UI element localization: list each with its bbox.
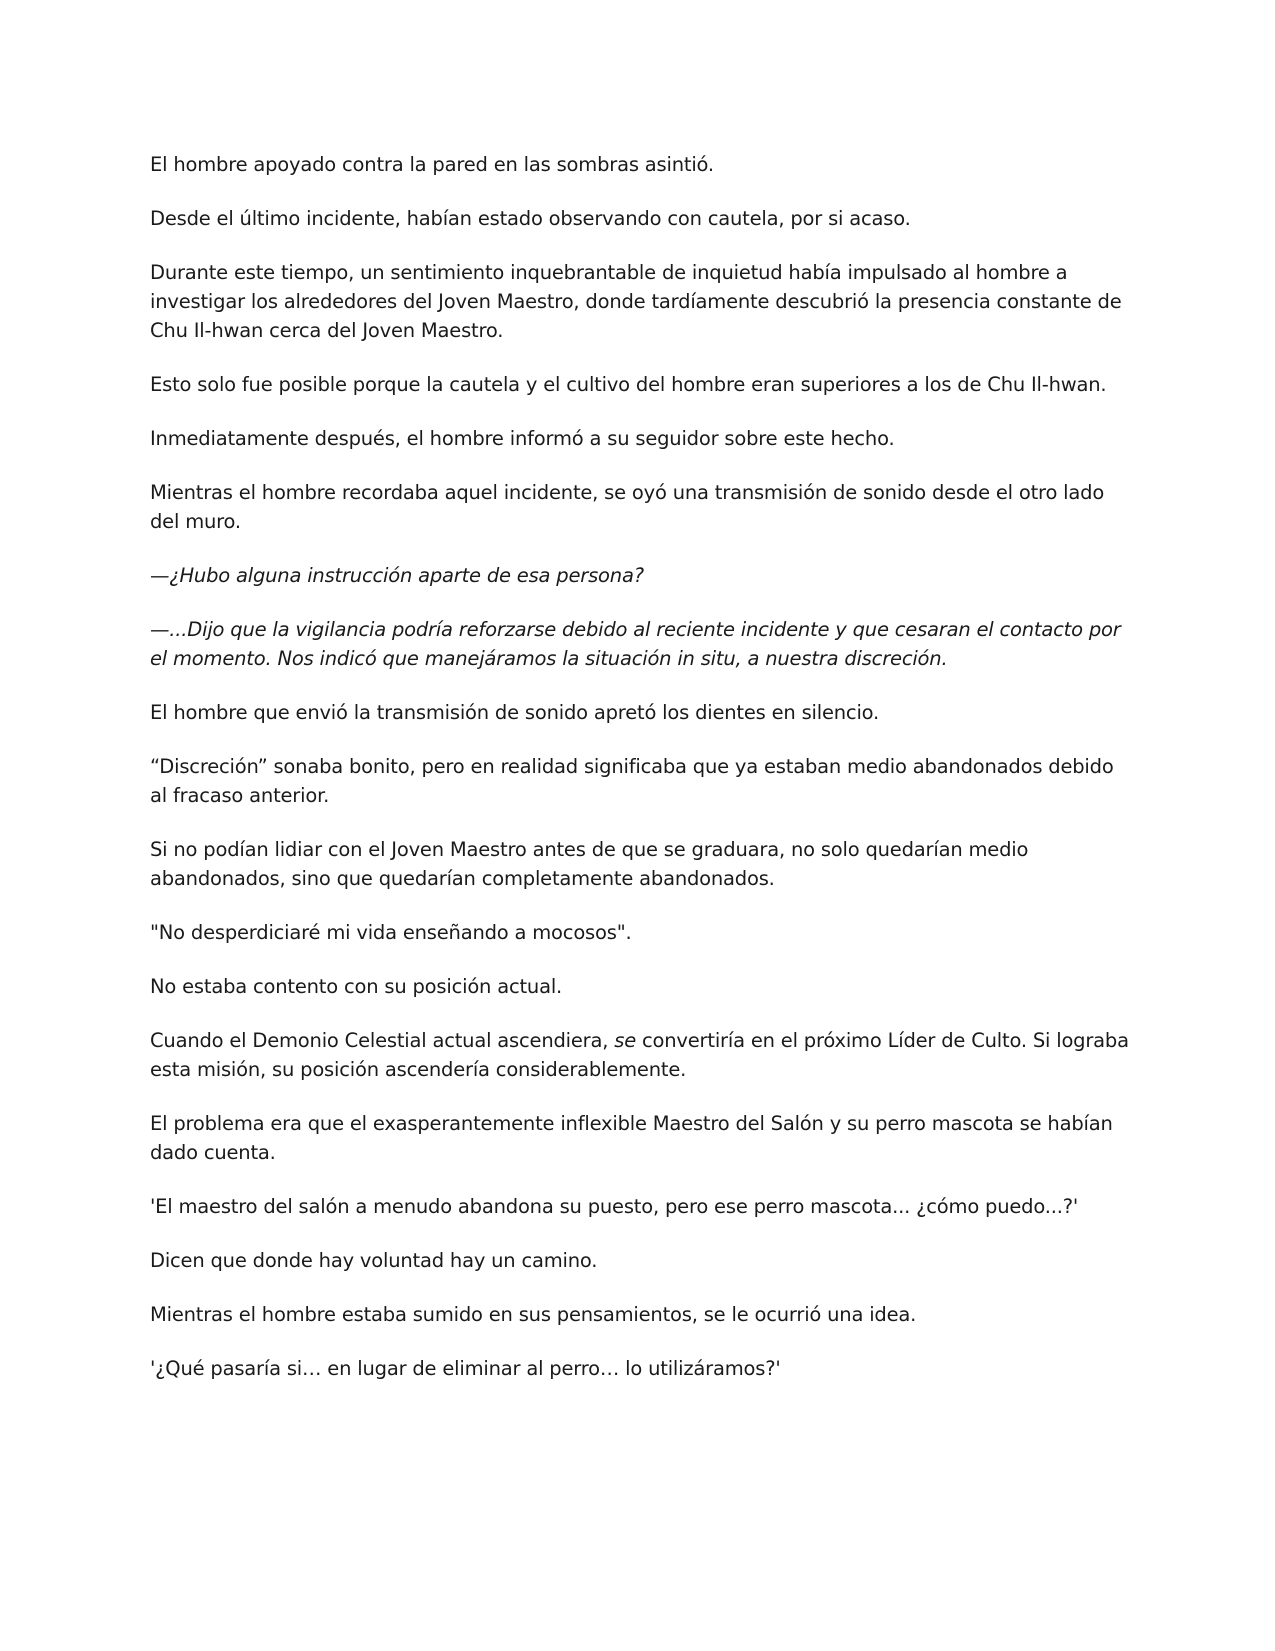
- paragraph-6: Mientras el hombre recordaba aquel incidente, se oyó una transmisión de sonido desde el otro lado del muro.: [150, 481, 1105, 533]
- dialogue-line-1: —¿Hubo alguna instrucción aparte de esa persona?: [150, 564, 644, 587]
- quote-line: "No desperdiciaré mi vida enseñando a mocosos".: [150, 921, 632, 944]
- paragraph-2: Desde el último incidente, habían estado observando con cautela, por si acaso.: [150, 207, 911, 230]
- paragraph-11: Si no podían lidiar con el Joven Maestro antes de que se graduara, no solo quedarían medio abandonados, sino que quedarían completamente abandonados.: [150, 838, 1029, 890]
- thought-line-1: 'El maestro del salón a menudo abandona su puesto, pero ese perro mascota... ¿cómo puedo...?': [150, 1195, 1079, 1218]
- paragraph-4: Esto solo fue posible porque la cautela y el cultivo del hombre eran superiores a los de Chu Il-hwan.: [150, 373, 1107, 396]
- paragraph-3: Durante este tiempo, un sentimiento inquebrantable de inquietud había impulsado al hombre a investigar los alrededores del Joven Maestro, donde tardíamente descubrió la presencia constante de Chu Il-hwan cerca del Joven Maestro.: [150, 261, 1122, 342]
- thought-line-2: '¿Qué pasaría si… en lugar de eliminar al perro… lo utilizáramos?': [150, 1357, 781, 1380]
- paragraph-1: El hombre apoyado contra la pared en las sombras asintió.: [150, 153, 714, 176]
- paragraph-5: Inmediatamente después, el hombre informó a su seguidor sobre este hecho.: [150, 427, 895, 450]
- paragraph-10: “Discreción” sonaba bonito, pero en realidad significaba que ya estaban medio abandonados debido al fracaso anterior.: [150, 755, 1114, 807]
- document-body: [150, 150, 1130, 1408]
- paragraph-13: No estaba contento con su posición actual.: [150, 975, 563, 998]
- paragraph-14-emphasis: se: [614, 1029, 637, 1052]
- paragraph-14-part-1: Cuando el Demonio Celestial actual ascendiera,: [150, 1029, 615, 1052]
- paragraph-17: Dicen que donde hay voluntad hay un camino.: [150, 1249, 598, 1272]
- dialogue-line-2: —...Dijo que la vigilancia podría reforzarse debido al reciente incidente y que cesaran el contacto por el momento. Nos indicó que manejáramos la situación in situ, a nuestra discreción.: [150, 618, 1121, 670]
- paragraph-14-part-2: convertiría en el próximo Líder de Culto. Si lograba esta misión, su posición ascendería considerablemente.: [150, 1029, 1129, 1081]
- paragraph-14: [150, 1026, 1130, 1084]
- paragraph-18: Mientras el hombre estaba sumido en sus pensamientos, se le ocurrió una idea.: [150, 1303, 917, 1326]
- paragraph-9: El hombre que envió la transmisión de sonido apretó los dientes en silencio.: [150, 701, 880, 724]
- paragraph-15: El problema era que el exasperantemente inflexible Maestro del Salón y su perro mascota se habían dado cuenta.: [150, 1112, 1113, 1164]
